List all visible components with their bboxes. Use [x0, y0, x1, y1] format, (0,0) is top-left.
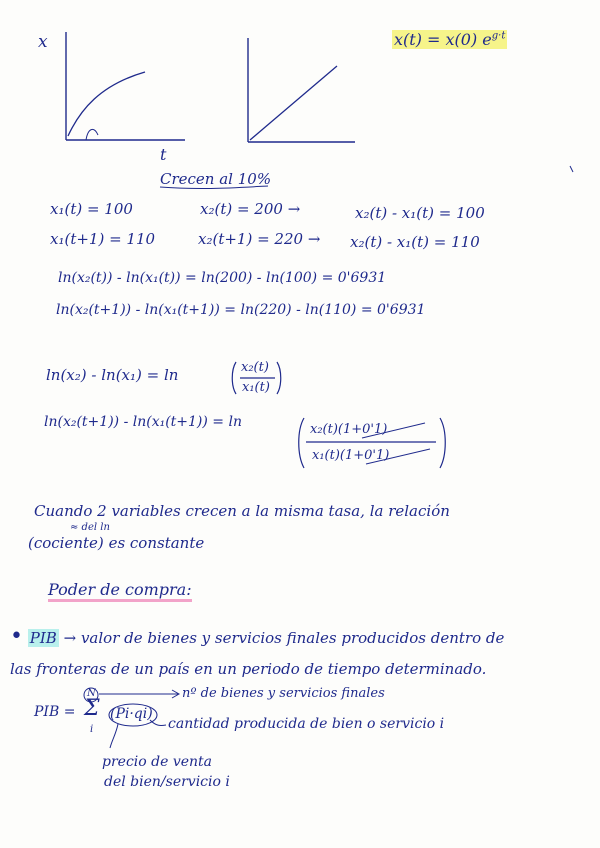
graph1-tick: [86, 129, 98, 140]
growth-formula-lhs: x(t) = x(0) e: [394, 30, 492, 49]
ratio1-lhs: ln(x₂) - ln(x₁) = ln: [46, 366, 179, 384]
ratio2-close-paren: [440, 418, 445, 468]
log-difference-line1: ln(x₂(t)) - ln(x₁(t)) = ln(200) - ln(100) = 0'6931: [58, 270, 387, 286]
ratio1-denominator: x₁(t): [242, 380, 270, 395]
section-title-poder-de-compra: Poder de compra:: [48, 580, 192, 602]
growth-rate-note: Crecen al 10%: [160, 170, 272, 188]
sum-sign: Σ: [84, 696, 100, 721]
ratio2-numerator: x₂(t)(1+0'1): [310, 422, 388, 437]
pib-definition-text1: valor de bienes y servicios finales producidos dentro de: [80, 629, 505, 647]
statement-margin-note: ≈ del ln: [70, 522, 110, 533]
row2-x2-value: x₂(t+1) = 220 →: [198, 230, 321, 248]
note-n-bienes: nº de bienes y servicios finales: [182, 686, 385, 701]
log-difference-line2: ln(x₂(t+1)) - ln(x₁(t+1)) = ln(220) - ln(110) = 0'6931: [56, 302, 426, 318]
pib-label: PIB: [29, 629, 57, 647]
constant-ratio-statement: Cuando 2 variables crecen a la misma tasa, la relación: [34, 502, 450, 520]
graph-x-axis-label: t: [160, 145, 167, 164]
row1-x1-value: x₁(t) = 100: [50, 200, 133, 218]
graph2-linear-line: [250, 66, 337, 140]
sum-upper-limit: N: [87, 688, 96, 699]
row1-x2-value: x₂(t) = 200 →: [200, 200, 301, 218]
ratio2-denominator: x₁(t)(1+0'1): [312, 448, 390, 463]
sum-lower-index: i: [90, 724, 94, 735]
pib-definition-line2: las fronteras de un país en un periodo de tiempo determinado.: [10, 660, 487, 678]
growth-formula: [392, 30, 507, 49]
pib-formula-lhs: PIB =: [34, 704, 76, 720]
row2-x1-value: x₁(t+1) = 110: [50, 230, 156, 248]
pib-arrow: →: [63, 629, 77, 647]
row1-difference: x₂(t) - x₁(t) = 100: [355, 204, 485, 222]
p-arrow: [110, 724, 118, 748]
note-precio-line1: precio de venta: [102, 754, 213, 770]
ratio1-open-paren: [232, 362, 236, 394]
ratio1-numerator: x₂(t): [241, 360, 269, 375]
sum-term: (Pi·qi): [110, 706, 153, 722]
corner-mark: [570, 166, 573, 172]
ratio1-close-paren: [277, 362, 281, 394]
bullet: •: [10, 624, 23, 649]
ratio2-open-paren: [299, 418, 304, 468]
note-precio-line2: del bien/servicio i: [104, 774, 230, 790]
graph-y-axis-label: x: [38, 32, 48, 52]
growth-formula-exponent: g·t: [491, 30, 506, 42]
note-cantidad: cantidad producida de bien o servicio i: [168, 716, 445, 732]
ratio2-lhs: ln(x₂(t+1)) - ln(x₁(t+1)) = ln: [44, 414, 242, 430]
row2-difference: x₂(t) - x₁(t) = 110: [350, 233, 480, 251]
graph1-concave-curve: [68, 72, 145, 136]
constante-text: es constante: [108, 534, 205, 552]
pib-definition-line1: [10, 626, 504, 648]
cociente-word: (cociente): [28, 534, 104, 552]
statement-line2: [28, 534, 204, 552]
